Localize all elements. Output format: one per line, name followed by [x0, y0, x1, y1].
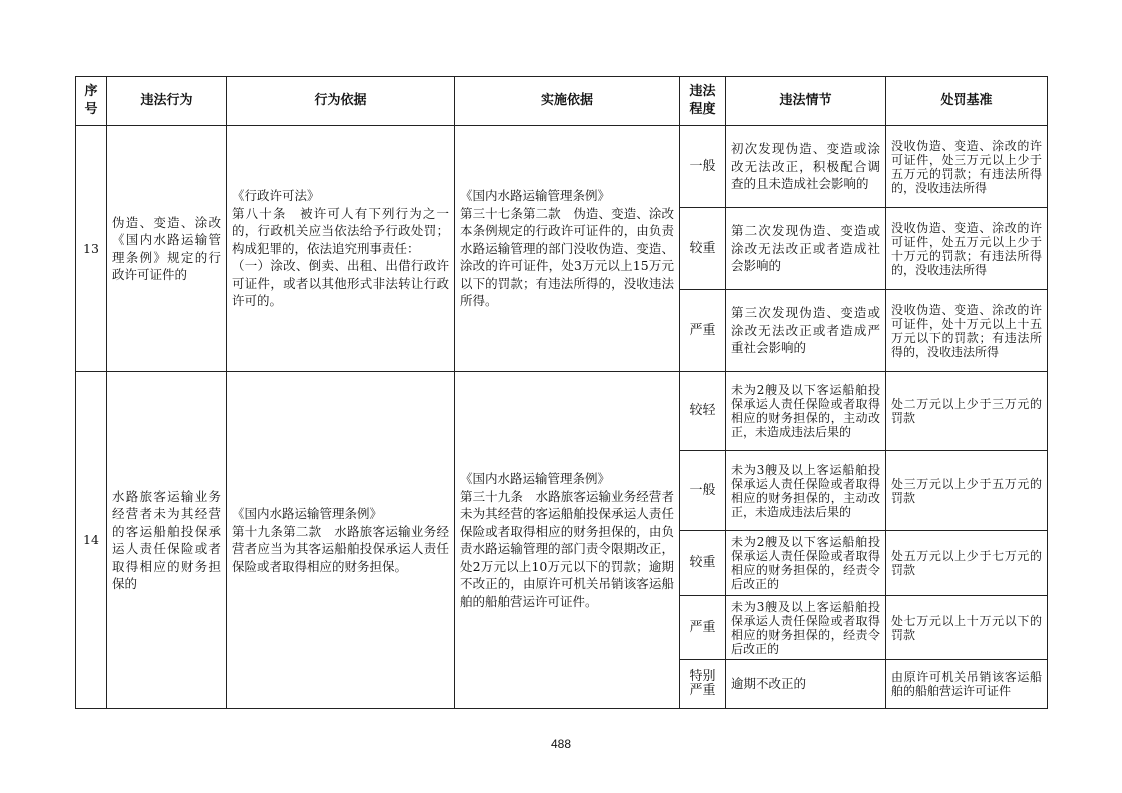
circumstance-cell: 未为2艘及以下客运船舶投保承运人责任保险或者取得相应的财务担保的，经责令后改正的	[726, 531, 886, 596]
degree-cell: 一般	[680, 451, 726, 531]
penalty-cell: 处七万元以上十万元以下的罚款	[886, 596, 1048, 660]
header-violation: 违法行为	[107, 77, 227, 126]
table-header-row	[76, 77, 1048, 126]
page-number: 488	[550, 737, 572, 751]
degree-cell: 较重	[680, 208, 726, 290]
header-conduct-basis: 行为依据	[227, 77, 455, 126]
penalty-cell: 没收伪造、变造、涂改的许可证件，处三万元以上少于五万元的罚款；有违法所得的，没收违法所得	[886, 126, 1048, 208]
implementation-basis-text: 《国内水路运输管理条例》 第三十九条 水路旅客运输业务经营者未为其经营的客运船舶投保承运人责任保险或者取得相应的财务担保的，由负责水路运输管理的部门责令限期改正，处2万元以上10万元以下的罚款；逾期不改正的，由原许可机关吊销该客运船舶的船舶营运许可证件。	[455, 372, 680, 709]
degree-cell: 较轻	[680, 372, 726, 451]
penalty-cell: 没收伪造、变造、涂改的许可证件，处十万元以上十五万元以下的罚款；有违法所得的，没收违法所得	[886, 290, 1048, 372]
header-implementation-basis: 实施依据	[455, 77, 680, 126]
penalty-standards-table	[75, 76, 1048, 709]
degree-cell: 特别 严重	[680, 660, 726, 709]
degree-cell: 严重	[680, 290, 726, 372]
table-row	[76, 372, 1048, 451]
conduct-basis-text: 《行政许可法》 第八十条 被许可人有下列行为之一的，行政机关应当依法给予行政处罚；构成犯罪的，依法追究刑事责任： （一）涂改、倒卖、出租、出借行政许可证件，或者以其他形式非法转让行政许可的。	[227, 126, 455, 372]
penalty-cell: 没收伪造、变造、涂改的许可证件，处五万元以上少于十万元的罚款；有违法所得的，没收违法所得	[886, 208, 1048, 290]
penalty-cell: 由原许可机关吊销该客运船舶的船舶营运许可证件	[886, 660, 1048, 709]
penalty-cell: 处二万元以上少于三万元的罚款	[886, 372, 1048, 451]
header-penalty: 处罚基准	[886, 77, 1048, 126]
penalty-cell: 处三万元以上少于五万元的罚款	[886, 451, 1048, 531]
header-no: 序 号	[76, 77, 107, 126]
circumstance-cell: 未为2艘及以下客运船舶投保承运人责任保险或者取得相应的财务担保的，主动改正，未造成违法后果的	[726, 372, 886, 451]
degree-cell: 一般	[680, 126, 726, 208]
implementation-basis-text: 《国内水路运输管理条例》 第三十七条第二款 伪造、变造、涂改本条例规定的行政许可证件的，由负责水路运输管理的部门没收伪造、变造、涂改的许可证件，处3万元以上15万元以下的罚款；有违法所得的，没收违法所得。	[455, 126, 680, 372]
row-number: 14	[76, 372, 107, 709]
circumstance-cell: 未为3艘及以上客运船舶投保承运人责任保险或者取得相应的财务担保的，经责令后改正的	[726, 596, 886, 660]
violation-text: 伪造、变造、涂改《国内水路运输管理条例》规定的行政许可证件的	[107, 126, 227, 372]
circumstance-cell: 逾期不改正的	[726, 660, 886, 709]
header-degree: 违法 程度	[680, 77, 726, 126]
row-number: 13	[76, 126, 107, 372]
conduct-basis-text: 《国内水路运输管理条例》 第十九条第二款 水路旅客运输业务经营者应当为其客运船舶投保承运人责任保险或者取得相应的财务担保。	[227, 372, 455, 709]
penalty-cell: 处五万元以上少于七万元的罚款	[886, 531, 1048, 596]
circumstance-cell: 第二次发现伪造、变造或涂改无法改正或者造成社会影响的	[726, 208, 886, 290]
circumstance-cell: 初次发现伪造、变造或涂改无法改正，积极配合调查的且未造成社会影响的	[726, 126, 886, 208]
violation-text: 水路旅客运输业务经营者未为其经营的客运船舶投保承运人责任保险或者取得相应的财务担保的	[107, 372, 227, 709]
circumstance-cell: 未为3艘及以上客运船舶投保承运人责任保险或者取得相应的财务担保的，主动改正，未造成违法后果的	[726, 451, 886, 531]
header-circumstances: 违法情节	[726, 77, 886, 126]
table-row	[76, 126, 1048, 208]
degree-cell: 严重	[680, 596, 726, 660]
degree-cell: 较重	[680, 531, 726, 596]
circumstance-cell: 第三次发现伪造、变造或涂改无法改正或者造成严重社会影响的	[726, 290, 886, 372]
